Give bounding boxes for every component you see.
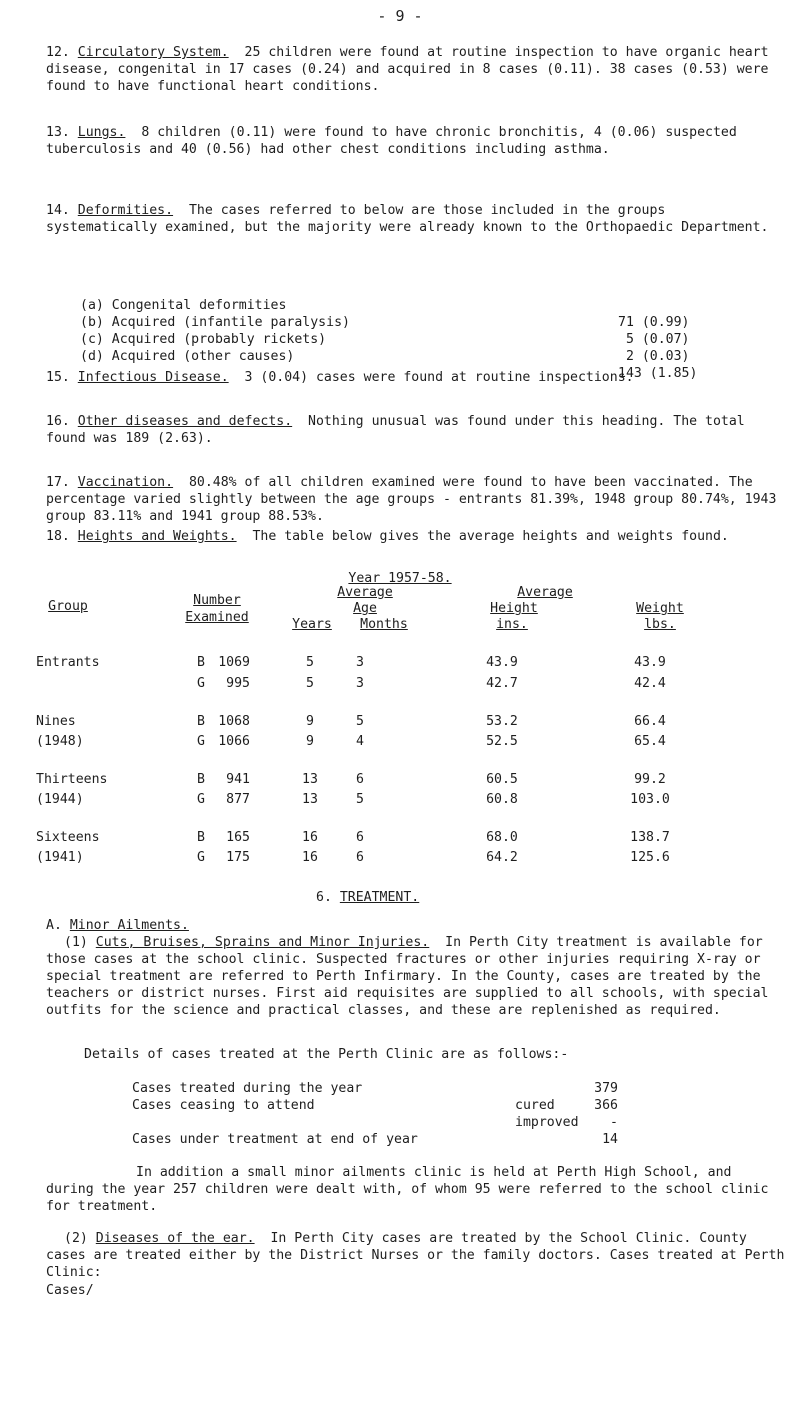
addition-paragraph: In addition a small minor ailments clinic is held at Perth High School, and during the year 257 children were dealt with, of whom 95 were referred to the school clinic for treatment.	[46, 1165, 777, 1214]
header-height: Height	[490, 601, 538, 616]
header-age: Age	[353, 601, 377, 616]
section-heading: Vaccination.	[77, 475, 174, 490]
header-years: Years	[292, 617, 332, 632]
section-infectious	[46, 369, 781, 386]
header-weight: Weight	[636, 601, 684, 616]
table-year: Year 1957-58.	[348, 571, 452, 586]
section-heading: Heights and Weights.	[77, 529, 237, 544]
section-circulatory	[46, 44, 781, 95]
header-examined: Examined	[185, 610, 249, 625]
header-ins: ins.	[496, 617, 528, 632]
section-lungs	[46, 124, 781, 158]
section-text: The table below gives the average heights and weights found.	[252, 529, 729, 544]
catchword: Cases/	[46, 1283, 94, 1298]
section-text: 8 children (0.11) were found to have chronic bronchitis, 4 (0.06) suspected tuberculosis and 40 (0.56) had other chest conditions including asthma.	[46, 125, 745, 157]
document-page: - 9 - 12. Circulatory System. 25 children were found at routine inspection to have organic heart disease, congenital in 17 cases (0.24) and acquired in 8 cases (0.11). 38 cases (0.53) were found to have functional heart conditions. 13. Lungs. 8 children (0.11) were found to have chronic bronchitis, 4 (0.06) suspected tuberculosis and 40 (0.56) had other chest conditions including asthma. 14. Deformities. The cases referred to below are those included in the groups systematically examined, but the majority were already known to the Orthopaedic Department. (a) Congenital deformities 71 (0.99) (b) Acquired (infantile paralysis) 5 (0.07) (c) Acquired (probably rickets) 2 (0.03) (d) Acquired (other causes) 143 (1.85) 15. Infectious Disease. 3 (0.04) cases were found at routine inspections. 16. Other diseases and defects. Nothing unusual was found under this heading. The total found was 189 (2.63). 17. Vaccination. 80.48% of all children examined were found to have been vaccinated. The percentage varied slightly between the age groups - entrants 81.39%, 1948 group 80.74%, 1943 group 83.11% and 1941 group 88.53%. 18. Heights and Weights. The table below gives the average heights and weights found. Year 1957-58. Group Number Examined Average Age Years Months Average Height ins. Weight lbs. Entrants B 1069 5 3 43.9 43.9 G 995 5 3 42.7 42.4 Nines B 1068 9 5 53.2 66.4 (1948) G 1066 9 4 52.5 65.4 Thirteens B 941 13 6 60.5 99.2 (1944) G 877 13 5 60.8 103.0 Sixteens B 165 16 6 68.0 138.7 (1941) G 175 16 6 64.2 125.6 6. TREATMENT. A. Minor Ailments. (1) Cuts, Bruises, Sprains and Minor Injuries. In Perth City treatment is available for those cases at the school clinic. Suspected fractures or other injuries requiring X-ray or special treatment are referred to Perth Infirmary. In the County, cases are treated by the teachers or district nurses. First aid requisites are supplied to all schools, with special outfits for the science and practical classes, and these are replenished as required. Details of cases treated at the Perth Clinic are as follows:- Cases treated during the year 379 Cases ceasing to attend cured 366 improved - Cases under treatment at end of year 14 In addition a small minor ailments clinic is held at Perth High School, and during the year 257 children were dealt with, of whom 95 were referred to the school clinic for treatment. (2) Diseases of the ear. In Perth City cases are treated by the School Clinic. County cases are treated either by the District Nurses or the family doctors. Cases treated at Perth Clinic: Cases/	[0, 0, 800, 1413]
section-number: 14.	[46, 203, 70, 218]
section-number: 17.	[46, 475, 70, 490]
list-item: (c) Acquired (probably rickets) 2 (0.03)	[80, 332, 690, 364]
header-average-age: Average	[337, 585, 393, 600]
section-text: 80.48% of all children examined were found to have been vaccinated. The percentage varied slightly between the age groups - entrants 81.39%, 1948 group 80.74%, 1943 group 83.11% and 1941 group 88.53%.	[46, 475, 785, 524]
list-item: (d) Acquired (other causes) 143 (1.85)	[80, 349, 698, 381]
section-other-diseases	[46, 413, 781, 447]
section-vaccination	[46, 474, 785, 525]
section-number: 18.	[46, 529, 70, 544]
list-item: (b) Acquired (infantile paralysis) 5 (0.07)	[80, 315, 690, 347]
section-heading: Infectious Disease.	[77, 370, 229, 385]
treatment-heading: 6. TREATMENT.	[316, 890, 420, 905]
section-number: 12.	[46, 45, 70, 60]
section-heading: Deformities.	[77, 203, 174, 218]
header-number: Number	[193, 593, 241, 608]
list-item: (a) Congenital deformities 71 (0.99)	[80, 298, 690, 330]
section-number: 15.	[46, 370, 70, 385]
section-heading: Other diseases and defects.	[77, 414, 293, 429]
section-text: 25 children were found at routine inspection to have organic heart disease, congenital in 17 cases (0.24) and acquired in 8 cases (0.11). 38 cases (0.53) were found to have functional heart conditions.	[46, 45, 777, 94]
section-number: 13.	[46, 125, 70, 140]
header-months: Months	[360, 617, 408, 632]
diseases-ear-paragraph: (2) Diseases of the ear. In Perth City cases are treated by the School Clinic. County cases are treated either by the District Nurses or the family doctors. Cases treated at Perth Clinic:	[46, 1231, 793, 1280]
header-average-height: Average	[517, 585, 573, 600]
minor-ailments-heading: A. Minor Ailments.	[46, 918, 189, 933]
cuts-bruises-paragraph: (1) Cuts, Bruises, Sprains and Minor Injuries. In Perth City treatment is available for those cases at the school clinic. Suspected fractures or other injuries requiring X-ray or special treatment are referred to Perth Infirmary. In the County, cases are treated by the teachers or district nurses. First aid requisites are supplied to all schools, with special outfits for the science and practical classes, and these are replenished as required.	[46, 935, 777, 1018]
details-intro: Details of cases treated at the Perth Clinic are as follows:-	[84, 1047, 569, 1062]
header-lbs: lbs.	[644, 617, 676, 632]
section-text: The cases referred to below are those included in the groups systematically examined, but the majority were already known to the Orthopaedic Department.	[46, 203, 769, 235]
section-number: 16.	[46, 414, 70, 429]
section-text: Nothing unusual was found under this heading. The total found was 189 (2.63).	[46, 414, 753, 446]
section-deformities	[46, 202, 781, 236]
header-group: Group	[48, 599, 88, 614]
page-number: - 9 -	[377, 7, 423, 25]
section-heading: Lungs.	[77, 125, 126, 140]
section-heading: Circulatory System.	[77, 45, 229, 60]
section-heights-weights	[46, 528, 781, 545]
section-text: 3 (0.04) cases were found at routine inspections.	[244, 370, 634, 385]
